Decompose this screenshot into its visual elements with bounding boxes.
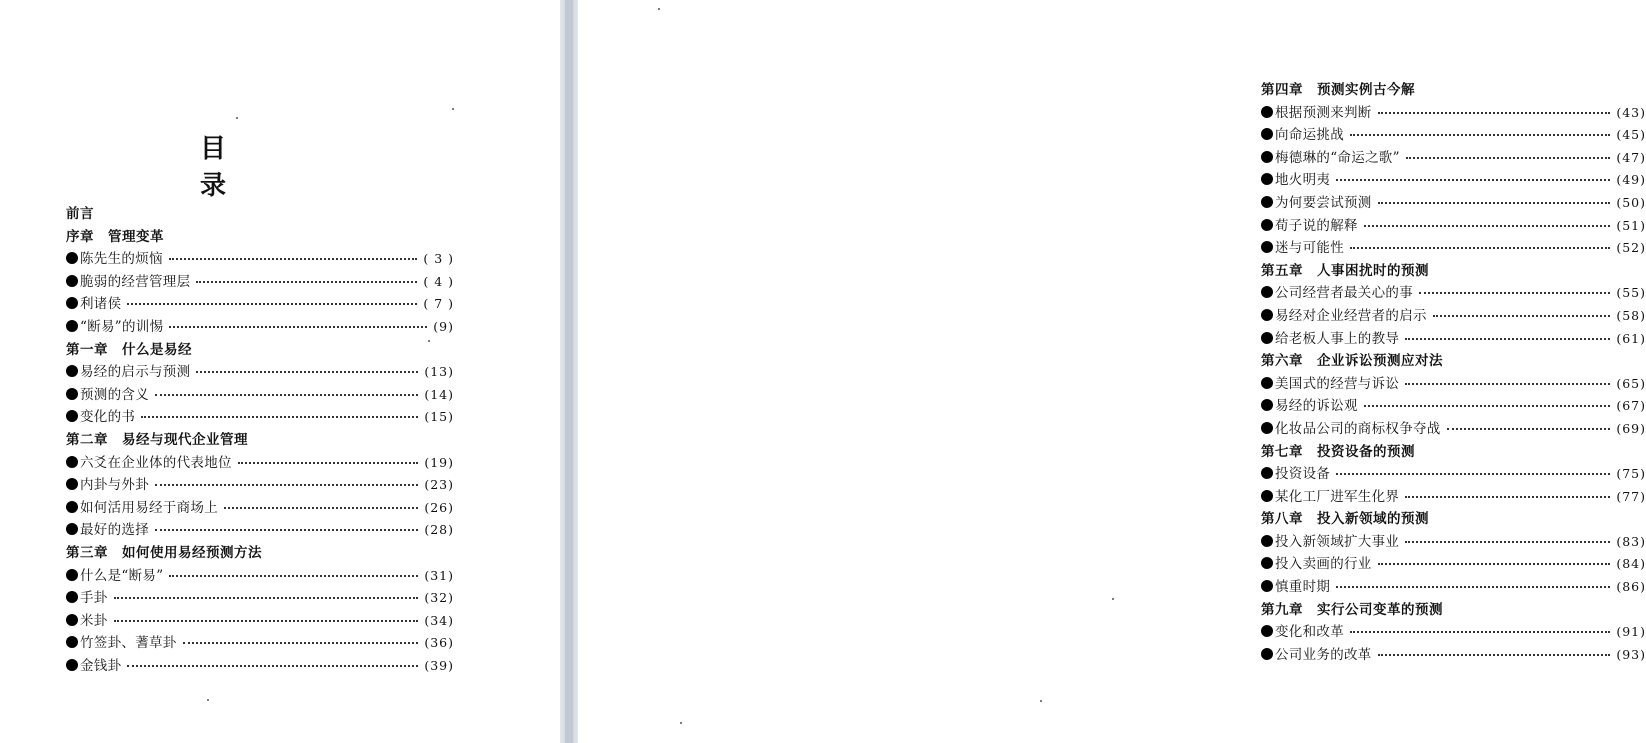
dot-leader [1405, 336, 1610, 340]
toc-entry [1261, 373, 1646, 396]
dot-leader [1350, 629, 1610, 633]
page-number: (52) [1616, 240, 1646, 256]
bullet-icon [66, 569, 78, 581]
bullet-icon [66, 614, 78, 626]
toc-entry [1261, 169, 1646, 192]
toc-entry [1261, 282, 1646, 305]
dot-leader [114, 595, 419, 599]
bullet-icon [66, 388, 78, 400]
entry-title: 六爻在企业体的代表地位 [80, 454, 232, 471]
dot-leader [127, 663, 418, 667]
entry-title: 变化的书 [80, 409, 136, 426]
bullet-icon [66, 659, 78, 671]
dot-leader [1336, 177, 1610, 181]
page-number: (61) [1616, 330, 1646, 346]
scan-speck [207, 699, 209, 701]
page-number: ( 4 ) [423, 273, 454, 289]
toc-entry [1261, 463, 1646, 486]
dot-leader [238, 460, 419, 464]
page-number: (93) [1616, 646, 1646, 662]
dot-leader [196, 279, 417, 283]
entry-title: 荀子说的解释 [1275, 217, 1358, 234]
dot-leader [141, 414, 418, 418]
bullet-icon [1261, 106, 1273, 118]
entry-title: 慎重时期 [1275, 579, 1331, 596]
toc-list-left [66, 203, 454, 677]
entry-title: 如何活用易经于商场上 [80, 499, 218, 516]
dot-leader [155, 482, 418, 486]
toc-entry [66, 632, 454, 655]
entry-title: 迷与可能性 [1275, 240, 1344, 257]
bullet-icon [1261, 467, 1273, 479]
chapter-heading: 第七章 投资设备的预测 [1261, 443, 1415, 460]
bullet-icon [66, 591, 78, 603]
scan-speck [428, 340, 430, 342]
entry-title: 投资设备 [1275, 466, 1331, 483]
dot-leader [127, 301, 417, 305]
toc-entry [66, 497, 454, 520]
dot-leader [114, 618, 419, 622]
dot-leader [1406, 155, 1611, 159]
toc-entry [1261, 395, 1646, 418]
left-page [0, 0, 560, 743]
page-number: (34) [424, 612, 454, 628]
entry-title: 美国式的经营与诉讼 [1275, 375, 1400, 392]
entry-title: 手卦 [80, 590, 108, 607]
dot-leader [1364, 223, 1611, 227]
entry-title: 根据预测来判断 [1275, 104, 1372, 121]
bullet-icon [1261, 580, 1273, 592]
bullet-icon [1261, 241, 1273, 253]
toc-entry [1261, 644, 1646, 667]
bullet-icon [1261, 377, 1273, 389]
chapter-heading: 第一章 什么是易经 [66, 341, 192, 358]
page-number: (19) [424, 454, 454, 470]
page-number: (36) [424, 635, 454, 651]
toc-entry [66, 565, 454, 588]
page-number: (9) [433, 318, 454, 334]
chapter-heading: 第六章 企业诉讼预测应对法 [1261, 353, 1443, 370]
toc-entry [1261, 215, 1646, 238]
dot-leader [1405, 539, 1610, 543]
bullet-icon [1261, 648, 1273, 660]
page-number: (45) [1616, 127, 1646, 143]
dot-leader [1378, 200, 1611, 204]
bullet-icon [66, 252, 78, 264]
toc-entry [66, 587, 454, 610]
dot-leader [1350, 132, 1610, 136]
dot-leader [169, 324, 427, 328]
page-number: (84) [1616, 556, 1646, 572]
bullet-icon [1261, 625, 1273, 637]
chapter-heading: 第八章 投入新领域的预测 [1261, 511, 1429, 528]
toc-entry [66, 406, 454, 429]
bullet-icon [1261, 399, 1273, 411]
page-number: (65) [1616, 375, 1646, 391]
entry-title: 公司业务的改革 [1275, 646, 1372, 663]
toc-entry [1261, 147, 1646, 170]
dot-leader [169, 256, 418, 260]
entry-title: 投入新领域扩大事业 [1275, 533, 1400, 550]
toc-entry [1261, 621, 1646, 644]
page-number: (67) [1616, 398, 1646, 414]
page-number: (32) [424, 590, 454, 606]
entry-title: 向命运挑战 [1275, 127, 1344, 144]
page-number: (28) [424, 522, 454, 538]
bullet-icon [1261, 332, 1273, 344]
scan-speck [658, 8, 660, 10]
page-number: (13) [424, 364, 454, 380]
bullet-icon [66, 297, 78, 309]
page-number: (15) [424, 409, 454, 425]
entry-title: 脆弱的经营管理层 [80, 273, 191, 290]
right-page [578, 0, 1646, 743]
dot-leader [1336, 471, 1610, 475]
toc-entry [66, 248, 454, 271]
entry-title: 最好的选择 [80, 522, 149, 539]
page-number: (50) [1616, 194, 1646, 210]
chapter-heading: 序章 管理变革 [66, 228, 164, 245]
toc-entry [66, 361, 454, 384]
dot-leader [1378, 652, 1611, 656]
chapter-heading: 第九章 实行公司变革的预测 [1261, 601, 1443, 618]
toc-entry [66, 384, 454, 407]
page-number: (14) [424, 386, 454, 402]
toc-entry [1261, 553, 1646, 576]
dot-leader [1433, 313, 1611, 317]
page-number: (69) [1616, 420, 1646, 436]
bullet-icon [1261, 490, 1273, 502]
toc-entry [66, 655, 454, 678]
entry-title: 给老板人事上的教导 [1275, 330, 1400, 347]
dot-leader [1336, 584, 1610, 588]
bullet-icon [66, 456, 78, 468]
bullet-icon [66, 501, 78, 513]
page-number: (91) [1616, 624, 1646, 640]
entry-title: 地火明夷 [1275, 172, 1331, 189]
entry-title: 米卦 [80, 612, 108, 629]
entry-title: 公司经营者最关心的事 [1275, 285, 1413, 302]
bullet-icon [1261, 535, 1273, 547]
toc-entry [1261, 102, 1646, 125]
dot-leader [169, 573, 418, 577]
page-number: (23) [424, 477, 454, 493]
scan-speck [1112, 598, 1114, 600]
bullet-icon [1261, 173, 1273, 185]
toc-entry [1261, 124, 1646, 147]
bullet-icon [66, 365, 78, 377]
bullet-icon [1261, 151, 1273, 163]
bullet-icon [1261, 557, 1273, 569]
dot-leader [1378, 110, 1611, 114]
scan-speck [1040, 700, 1042, 702]
entry-title: 易经对企业经营者的启示 [1275, 307, 1427, 324]
page-number: (51) [1616, 217, 1646, 233]
entry-title: 某化工厂进军生化界 [1275, 488, 1400, 505]
scan-speck [452, 108, 454, 110]
entry-title: 化妆品公司的商标权争夺战 [1275, 420, 1441, 437]
entry-title: 为何要尝试预测 [1275, 194, 1372, 211]
entry-title: 易经的诉讼观 [1275, 398, 1358, 415]
page-gutter [560, 0, 578, 743]
entry-title: 变化和改革 [1275, 624, 1344, 641]
bullet-icon [66, 410, 78, 422]
dot-leader [1364, 403, 1611, 407]
entry-title: 内卦与外卦 [80, 477, 149, 494]
bullet-icon [1261, 309, 1273, 321]
gutter-bar [565, 0, 573, 743]
bullet-icon [1261, 196, 1273, 208]
toc-entry [66, 293, 454, 316]
toc-list-right [1261, 79, 1646, 666]
page-number: (55) [1616, 285, 1646, 301]
entry-title: “断易”的训惕 [80, 318, 164, 335]
page-number: (39) [424, 657, 454, 673]
toc-entry [1261, 328, 1646, 351]
page-number: (43) [1616, 104, 1646, 120]
toc-entry [66, 519, 454, 542]
bullet-icon [66, 523, 78, 535]
entry-title: 梅德琳的“命运之歌” [1275, 149, 1400, 166]
entry-title: 金钱卦 [80, 657, 122, 674]
dot-leader [155, 527, 418, 531]
page-number: (83) [1616, 533, 1646, 549]
dot-leader [224, 505, 418, 509]
bullet-icon [66, 320, 78, 332]
toc-entry [66, 316, 454, 339]
entry-title: 投入卖画的行业 [1275, 556, 1372, 573]
dot-leader [1447, 426, 1611, 430]
bullet-icon [66, 636, 78, 648]
entry-title: 竹签卦、蓍草卦 [80, 635, 177, 652]
toc-entry [1261, 192, 1646, 215]
chapter-heading: 第五章 人事困扰时的预测 [1261, 262, 1429, 279]
dot-leader [1378, 561, 1611, 565]
bullet-icon [66, 275, 78, 287]
bullet-icon [66, 478, 78, 490]
toc-entry [1261, 576, 1646, 599]
bullet-icon [1261, 219, 1273, 231]
page-number: (49) [1616, 172, 1646, 188]
dot-leader [1405, 494, 1610, 498]
dot-leader [183, 640, 419, 644]
entry-title: 什么是“断易” [80, 567, 164, 584]
page-number: (58) [1616, 307, 1646, 323]
dot-leader [1419, 290, 1610, 294]
toc-entry [66, 610, 454, 633]
toc-entry [1261, 418, 1646, 441]
toc-entry [1261, 486, 1646, 509]
entry-title: 陈先生的烦恼 [80, 251, 163, 268]
toc-entry [1261, 305, 1646, 328]
page-number: ( 7 ) [423, 296, 454, 312]
toc-entry [1261, 531, 1646, 554]
page-number: (75) [1616, 466, 1646, 482]
dot-leader [155, 392, 418, 396]
page-number: (26) [424, 499, 454, 515]
page-number: (86) [1616, 579, 1646, 595]
bullet-icon [1261, 128, 1273, 140]
toc-entry [66, 452, 454, 475]
chapter-heading: 前言 [66, 206, 94, 222]
toc-entry [66, 474, 454, 497]
page-title: 目 录 [200, 134, 297, 201]
bullet-icon [1261, 422, 1273, 434]
chapter-heading: 第二章 易经与现代企业管理 [66, 431, 248, 448]
page-number: (31) [424, 567, 454, 583]
toc-entry [1261, 237, 1646, 260]
dot-leader [1405, 381, 1610, 385]
entry-title: 易经的启示与预测 [80, 364, 191, 381]
page-number: (77) [1616, 488, 1646, 504]
page-number: (47) [1616, 149, 1646, 165]
toc-entry [66, 271, 454, 294]
page-number: ( 3 ) [423, 251, 454, 267]
chapter-heading: 第四章 预测实例古今解 [1261, 82, 1415, 98]
scan-speck [236, 117, 238, 119]
entry-title: 利诸侯 [80, 296, 122, 313]
entry-title: 预测的含义 [80, 386, 149, 403]
scan-speck [680, 722, 682, 724]
dot-leader [1350, 245, 1610, 249]
bullet-icon [1261, 286, 1273, 298]
chapter-heading: 第三章 如何使用易经预测方法 [66, 544, 262, 561]
dot-leader [196, 369, 418, 373]
